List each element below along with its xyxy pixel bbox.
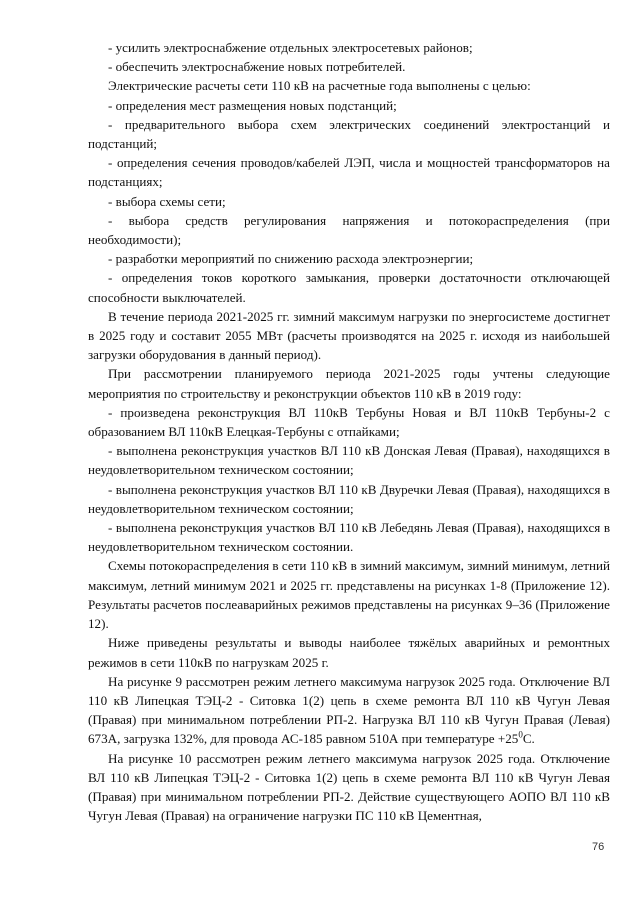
degree-superscript: 0: [518, 729, 523, 740]
paragraph: - усилить электроснабжение отдельных электросетевых районов;: [108, 40, 473, 55]
paragraph: - выбора средств регулирования напряжения и потокораспределения (при необходимости);: [88, 212, 610, 248]
paragraph-temperature: [88, 672, 610, 749]
paragraph: - предварительного выбора схем электрических соединений электростанций и подстанций;: [88, 116, 610, 152]
paragraph: - произведена реконструкция ВЛ 110кВ Тербуны Новая и ВЛ 110кВ Тербуны-2 с образованием ВЛ 110кВ Елецкая-Тербуны с отпайками;: [88, 404, 610, 440]
paragraph: - выполнена реконструкция участков ВЛ 110 кВ Лебедянь Левая (Правая), находящихся в неудовлетворительном техническом состоянии.: [88, 520, 610, 555]
paragraph: Ниже приведены результаты и выводы наиболее тяжёлых аварийных и ремонтных режимов в сети 110кВ по нагрузкам 2025 г.: [88, 635, 610, 670]
paragraph: В течение периода 2021-2025 гг. зимний максимум нагрузки по энергосистеме достигнет в 2025 году и составит 2055 МВт (расчеты производятся на 2025 г. исходя из наибольшей загрузки оборудования в данный период).: [88, 308, 610, 363]
paragraph: - разработки мероприятий по снижению расхода электроэнергии;: [108, 251, 474, 267]
paragraph: При рассмотрении планируемого периода 2021-2025 годы учтены следующие мероприятия по строительству и реконструкции объектов 110 кВ в 2019 году:: [88, 366, 610, 401]
document-page: [88, 38, 610, 825]
paragraph: - определения сечения проводов/кабелей ЛЭП, числа и мощностей трансформаторов на подстанциях;: [88, 155, 610, 190]
temperature-unit: С.: [522, 731, 535, 747]
paragraph-text: На рисунке 9 рассмотрен режим летнего максимума нагрузок 2025 года. Отключение ВЛ 110 кВ Липецкая ТЭЦ-2 - Ситовка 1(2) цепь в схеме ремонта ВЛ 110 кВ Чугун Левая (Правая) при минимальном потреблении РП-2. Нагрузка ВЛ 110 кВ Чугун Правая (Левая) 673А, загрузка 132%, для провода АС-185 равном 510А при температуре +25: [88, 673, 610, 747]
paragraph: - выбора схемы сети;: [108, 193, 226, 209]
paragraph: - выполнена реконструкция участков ВЛ 110 кВ Двуречки Левая (Правая), находящихся в неудовлетворительном техническом состоянии;: [88, 481, 610, 516]
paragraph: - определения токов короткого замыкания, проверки достаточности отключающей способности выключателей.: [88, 270, 610, 305]
paragraph: Схемы потокораспределения в сети 110 кВ в зимний максимум, зимний минимум, летний максимум, летний минимум 2021 и 2025 гг. представлены на рисунках 1-8 (Приложение 12). Результаты расчетов послеаварийных режимов представлены на рисунках 9–36 (Приложение 12).: [88, 558, 610, 632]
paragraph: - определения мест размещения новых подстанций;: [108, 97, 397, 113]
paragraph: - выполнена реконструкция участков ВЛ 110 кВ Донская Левая (Правая), находящихся в неудовлетворительном техническом состоянии;: [88, 443, 610, 478]
paragraph: На рисунке 10 рассмотрен режим летнего максимума нагрузок 2025 года. Отключение ВЛ 110 кВ Липецкая ТЭЦ-2 - Ситовка 1(2) цепь в схеме ремонта ВЛ 110 кВ Чугун Левая (Правая) при минимальном потреблении РП-2. Действие существующего АОПО ВЛ 110 кВ Чугун Левая (Правая) на ограничение нагрузки ПС 110 кВ Цементная,: [88, 750, 610, 824]
paragraph: - обеспечить электроснабжение новых потребителей.: [108, 59, 406, 75]
page-number: 76: [592, 841, 605, 853]
paragraph: Электрические расчеты сети 110 кВ на расчетные года выполнены с целью:: [108, 78, 531, 94]
